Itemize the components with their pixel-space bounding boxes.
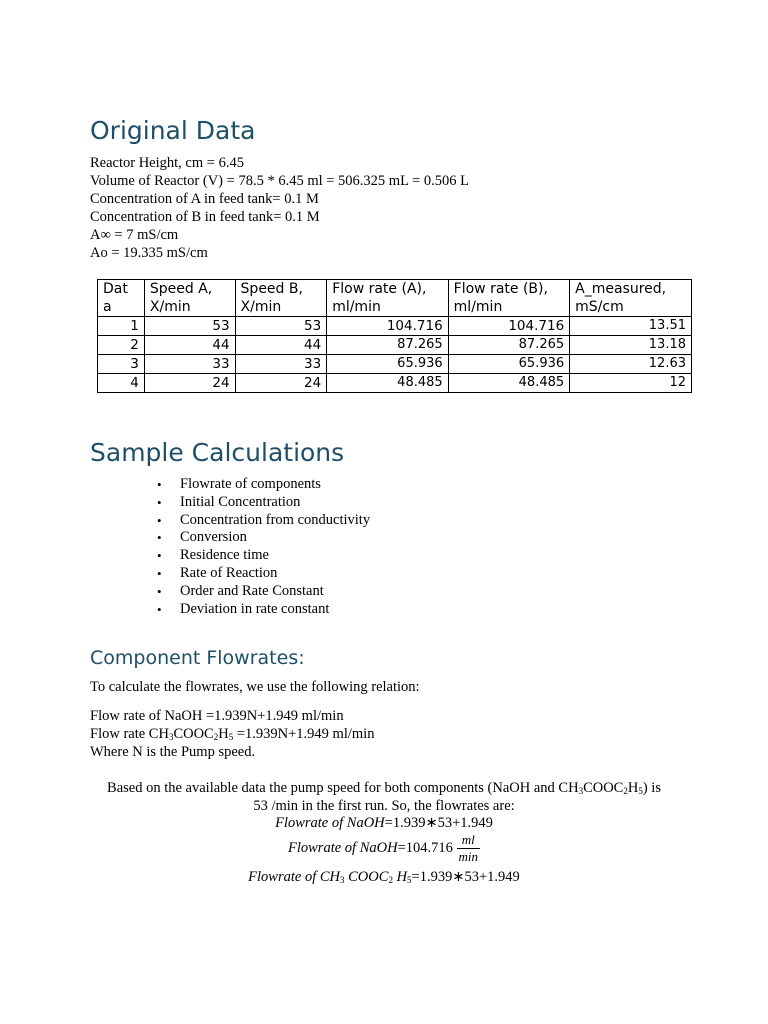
table-cell: 33 bbox=[235, 355, 327, 374]
table-cell: 104.716 bbox=[327, 317, 448, 336]
table-cell: 65.936 bbox=[448, 355, 569, 374]
table-cell: 87.265 bbox=[327, 336, 448, 355]
table-cell: 4 bbox=[98, 374, 145, 393]
original-data-heading: Original Data bbox=[90, 116, 256, 145]
table-cell: 65.936 bbox=[327, 355, 448, 374]
header-flow-b: Flow rate (B), ml/min bbox=[448, 280, 569, 317]
table-cell: 3 bbox=[98, 355, 145, 374]
equation-ethyl-acetate: Flowrate of $CH_3$ $COOC_2$ $H_5=1.939∗53+1.949$ bbox=[248, 869, 520, 885]
concentration-a-line: Concentration of A in feed tank= 0.1 M bbox=[90, 191, 319, 207]
table-cell: 33 bbox=[144, 355, 235, 374]
header-speed-b: Speed B, X/min bbox=[235, 280, 327, 317]
table-cell: 13.18 bbox=[570, 336, 692, 355]
table-cell: 44 bbox=[235, 336, 327, 355]
flowrates-intro: To calculate the flowrates, we use the following relation: bbox=[90, 679, 420, 695]
list-item: • Rate of Reaction bbox=[180, 565, 370, 583]
table-cell: 44 bbox=[144, 336, 235, 355]
flowrate-paragraph-line2: 53 /min in the first run. So, the flowrates are: bbox=[253, 798, 515, 814]
pump-speed-note: Where N is the Pump speed. bbox=[90, 744, 256, 760]
table-cell: 53 bbox=[235, 317, 327, 336]
a-zero-line: Ao = 19.335 mS/cm bbox=[90, 245, 208, 261]
table-row bbox=[98, 336, 692, 355]
component-flowrates-heading: Component Flowrates: bbox=[90, 647, 305, 669]
table-row bbox=[98, 355, 692, 374]
list-item: • Deviation in rate constant bbox=[180, 601, 370, 619]
table-header-row bbox=[98, 280, 692, 317]
list-item: • Order and Rate Constant bbox=[180, 583, 370, 601]
table-cell: 13.51 bbox=[570, 317, 692, 336]
list-item: • Flowrate of components bbox=[180, 476, 370, 494]
concentration-b-line: Concentration of B in feed tank= 0.1 M bbox=[90, 209, 320, 225]
table-cell: 87.265 bbox=[448, 336, 569, 355]
table-cell: 12.63 bbox=[570, 355, 692, 374]
list-item: • Conversion bbox=[180, 529, 370, 547]
header-flow-a: Flow rate (A), ml/min bbox=[327, 280, 448, 317]
table-cell: 24 bbox=[144, 374, 235, 393]
header-speed-a: Speed A, X/min bbox=[144, 280, 235, 317]
data-table bbox=[97, 279, 692, 393]
equation-naoh-2: Flowrate of NaOH=104.716 $\frac{ml}{\min}$ bbox=[288, 832, 478, 865]
list-item: • Concentration from conductivity bbox=[180, 512, 370, 530]
header-data: Dat a bbox=[98, 280, 145, 317]
list-item: • Residence time bbox=[180, 547, 370, 565]
table-cell: 104.716 bbox=[448, 317, 569, 336]
naoh-relation: Flow rate of NaOH =1.939N+1.949 ml/min bbox=[90, 708, 344, 724]
sample-calculations-heading: Sample Calculations bbox=[90, 438, 345, 467]
table-cell: 12 bbox=[570, 374, 692, 393]
original-data-lines bbox=[90, 154, 469, 262]
table-cell: 53 bbox=[144, 317, 235, 336]
flowrate-paragraph: Based on the available data the pump speed for both components (NaOH and $CH_3COOC_2H_5$) is 53 /min in the first run. So, the flowrates are: bbox=[84, 779, 684, 815]
flowrate-relations bbox=[90, 707, 374, 761]
calculation-list bbox=[180, 476, 370, 618]
units-fraction: $\frac{ml}{\min}$ bbox=[458, 832, 478, 865]
table-cell: 1 bbox=[98, 317, 145, 336]
table-cell: 48.485 bbox=[448, 374, 569, 393]
header-a-measured: A_measured, mS/cm bbox=[570, 280, 692, 317]
table-cell: 2 bbox=[98, 336, 145, 355]
ethyl-acetate-relation: Flow rate $CH_3COOC_2H_5 =1.939N+1.949$ ml/min bbox=[90, 726, 375, 742]
table-row bbox=[98, 374, 692, 393]
table-row bbox=[98, 317, 692, 336]
table-cell: 24 bbox=[235, 374, 327, 393]
a-infinity-line: A∞ = 7 mS/cm bbox=[90, 227, 179, 243]
table-cell: 48.485 bbox=[327, 374, 448, 393]
list-item: • Initial Concentration bbox=[180, 494, 370, 512]
reactor-volume-line: Volume of Reactor (V) = 78.5 * 6.45 ml = 506.325 mL = 0.506 L bbox=[90, 173, 469, 189]
equation-naoh-1: Flowrate of NaOH=1.939∗53+1.949 bbox=[275, 815, 493, 831]
reactor-height-line: Reactor Height, cm = 6.45 bbox=[90, 155, 244, 171]
